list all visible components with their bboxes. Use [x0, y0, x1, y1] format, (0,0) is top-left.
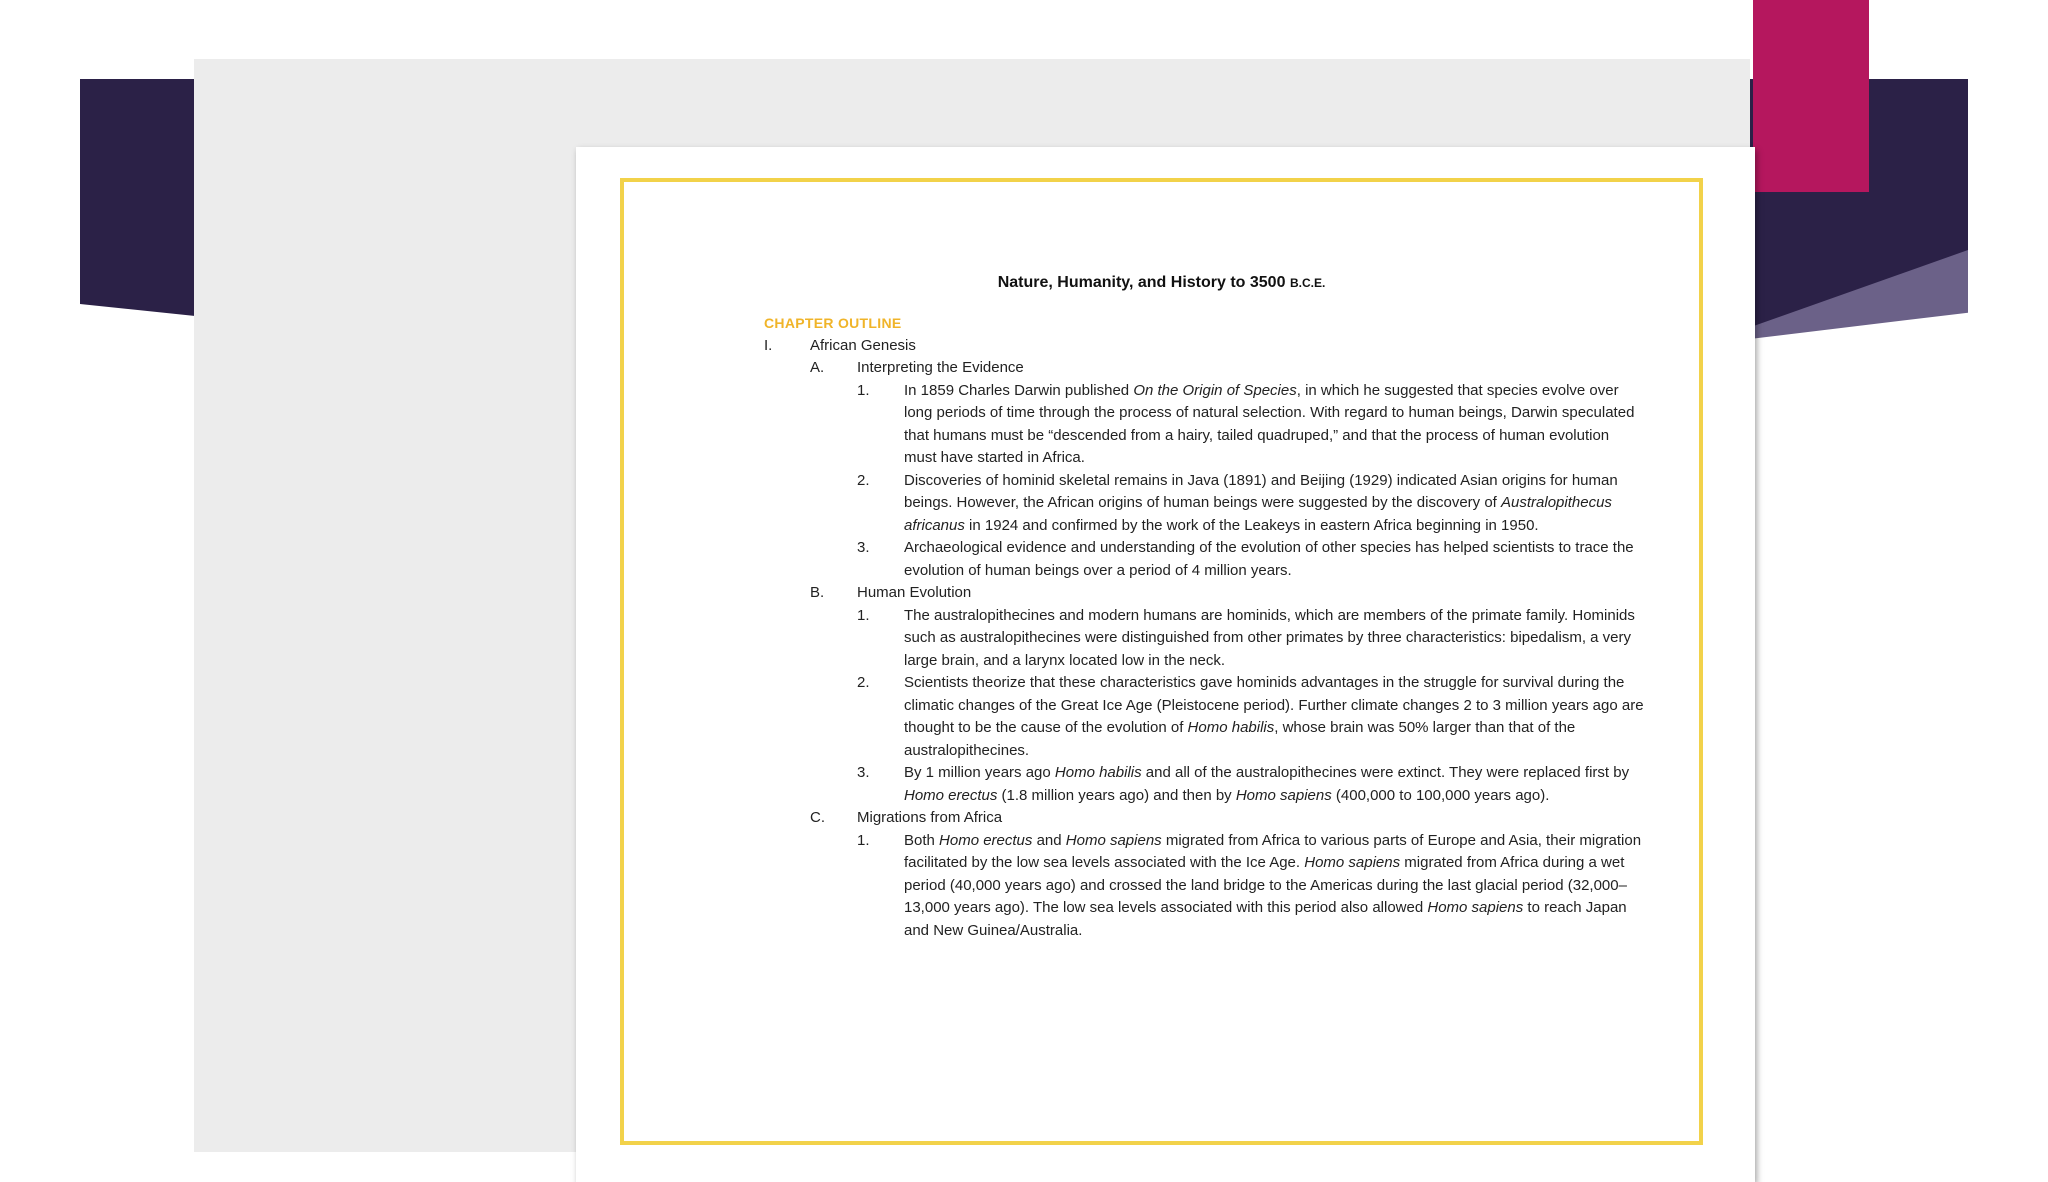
- outline-item-a2: [857, 470, 1634, 538]
- outline-item-b3: [857, 762, 1634, 807]
- outline-number: A.: [810, 359, 825, 376]
- outline-number: 1.: [857, 606, 870, 624]
- document-page: [576, 147, 1755, 1182]
- outline-item-a1: [857, 380, 1634, 470]
- outline-number: 3.: [857, 539, 870, 556]
- page-border-frame: [620, 178, 1703, 1145]
- outline-subsection-c: [810, 807, 1634, 830]
- outline-subsection-a: [810, 357, 1634, 380]
- outline-label: Migrations from Africa: [857, 809, 1003, 826]
- outline-text: Scientists theorize that these characteristics gave hominids advantages in the struggle for survival during the climatic changes of the Great Ice Age (Pleistocene period). Further climate changes 2 to 3 million years ago are thought to be the cause of the evolution of Homo habilis, whose brain was 50% larger than that of the australopithecines.: [904, 674, 1644, 759]
- outline-heading: CHAPTER OUTLINE: [764, 315, 902, 331]
- outline-number: 1.: [857, 381, 870, 399]
- outline-number: I.: [764, 336, 773, 354]
- outline-text: The australopithecines and modern humans are hominids, which are members of the primate family. Hominids such as australopithecines were distinguished from other primates by three characteristics: bipedalism, a very large brain, and a larynx located low in the neck.: [904, 606, 1635, 669]
- outline-text: Discoveries of hominid skeletal remains in Java (1891) and Beijing (1929) indicated Asian origins for human beings. However, the African origins of human beings were suggested by the discovery of Australopithecus africanus in 1924 and confirmed by the work of the Leakeys in eastern Africa beginning in 1950.: [904, 471, 1618, 534]
- outline-number: 3.: [857, 764, 870, 781]
- outline-text: By 1 million years ago Homo habilis and all of the australopithecines were extinct. They were replaced first by Homo erectus (1.8 million years ago) and then by Homo sapiens (400,000 to 100,000 years ago).: [904, 764, 1630, 804]
- outline-section-i: [764, 335, 1634, 358]
- outline-item-a3: [857, 537, 1634, 582]
- outline-item-c1: [857, 830, 1642, 943]
- outline-subsection-b: [810, 582, 1634, 605]
- outline-item-b1: [857, 605, 1634, 673]
- outline-text: Archaeological evidence and understanding of the evolution of other species has helped scientists to trace the evolution of human beings over a period of 4 million years.: [904, 539, 1634, 579]
- outline-number: 2.: [857, 674, 870, 691]
- slide-content-panel: [194, 59, 1750, 1152]
- outline-number: 2.: [857, 471, 870, 489]
- outline-label: Human Evolution: [857, 584, 972, 601]
- outline-text: Both Homo erectus and Homo sapiens migrated from Africa to various parts of Europe and Asia, their migration facilitated by the low sea levels associated with the Ice Age. Homo sapiens migrated from Africa during a wet period (40,000 years ago) and crossed the land bridge to the Americas during the last glacial period (32,000–13,000 years ago). The low sea levels associated with this period also allowed Homo sapiens to reach Japan and New Guinea/Australia.: [904, 831, 1642, 939]
- outline-text: In 1859 Charles Darwin published On the Origin of Species, in which he suggested that species evolve over long periods of time through the process of natural selection. With regard to human beings, Darwin speculated that humans must be “descended from a hairy, tailed quadruped,” and that the process of human evolution must have started in Africa.: [904, 381, 1635, 466]
- outline-number: C.: [810, 809, 825, 826]
- outline-label: Interpreting the Evidence: [857, 359, 1024, 376]
- outline-number: 1.: [857, 831, 870, 849]
- outline-number: B.: [810, 584, 825, 601]
- outline-item-b2: [857, 672, 1644, 762]
- chapter-outline: [764, 312, 1644, 942]
- title-era: B.C.E.: [1289, 276, 1326, 290]
- accent-rectangle: [1753, 0, 1869, 192]
- document-title: Nature, Humanity, and History to 3500 B.C.E.: [997, 274, 1326, 291]
- outline-label: African Genesis: [810, 336, 916, 354]
